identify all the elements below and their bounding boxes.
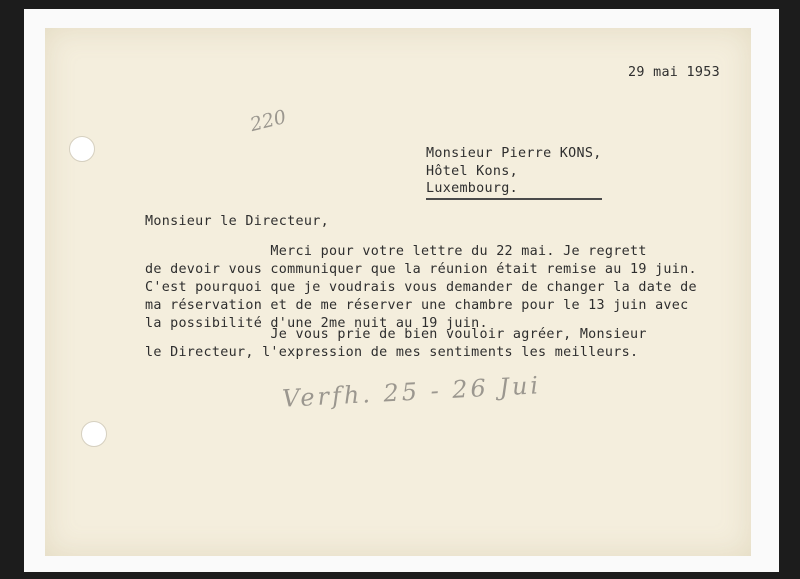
body-line: la possibilité d'une 2me nuit au 19 juin. (145, 316, 488, 331)
body-line: C'est pourquoi que je voudrais vous demander de changer la date de (145, 280, 697, 295)
body-line: de devoir vous communiquer que la réunion était remise au 19 juin. (145, 262, 697, 277)
body-line: Merci pour votre lettre du 22 mai. Je regrett (145, 244, 647, 259)
body-line: ma réservation et de me réserver une chambre pour le 13 juin avec (145, 298, 689, 313)
recipient-underline (426, 198, 602, 200)
body-line: le Directeur, l'expression de mes sentiments les meilleurs. (145, 345, 639, 360)
recipient-line-3: Luxembourg. (426, 181, 518, 196)
handwritten-number: 220 (247, 105, 289, 137)
recipient-line-1: Monsieur Pierre KONS, (426, 146, 602, 161)
recipient-line-2: Hôtel Kons, (426, 164, 518, 179)
punch-hole-bottom (81, 421, 107, 447)
letter-date: 29 mai 1953 (628, 65, 720, 80)
body-line: Je vous prie de bien vouloir agréer, Monsieur (145, 327, 647, 342)
salutation: Monsieur le Directeur, (145, 214, 329, 229)
handwritten-note: Verfh. 25 - 26 Jui (281, 371, 542, 413)
punch-hole-top (69, 136, 95, 162)
